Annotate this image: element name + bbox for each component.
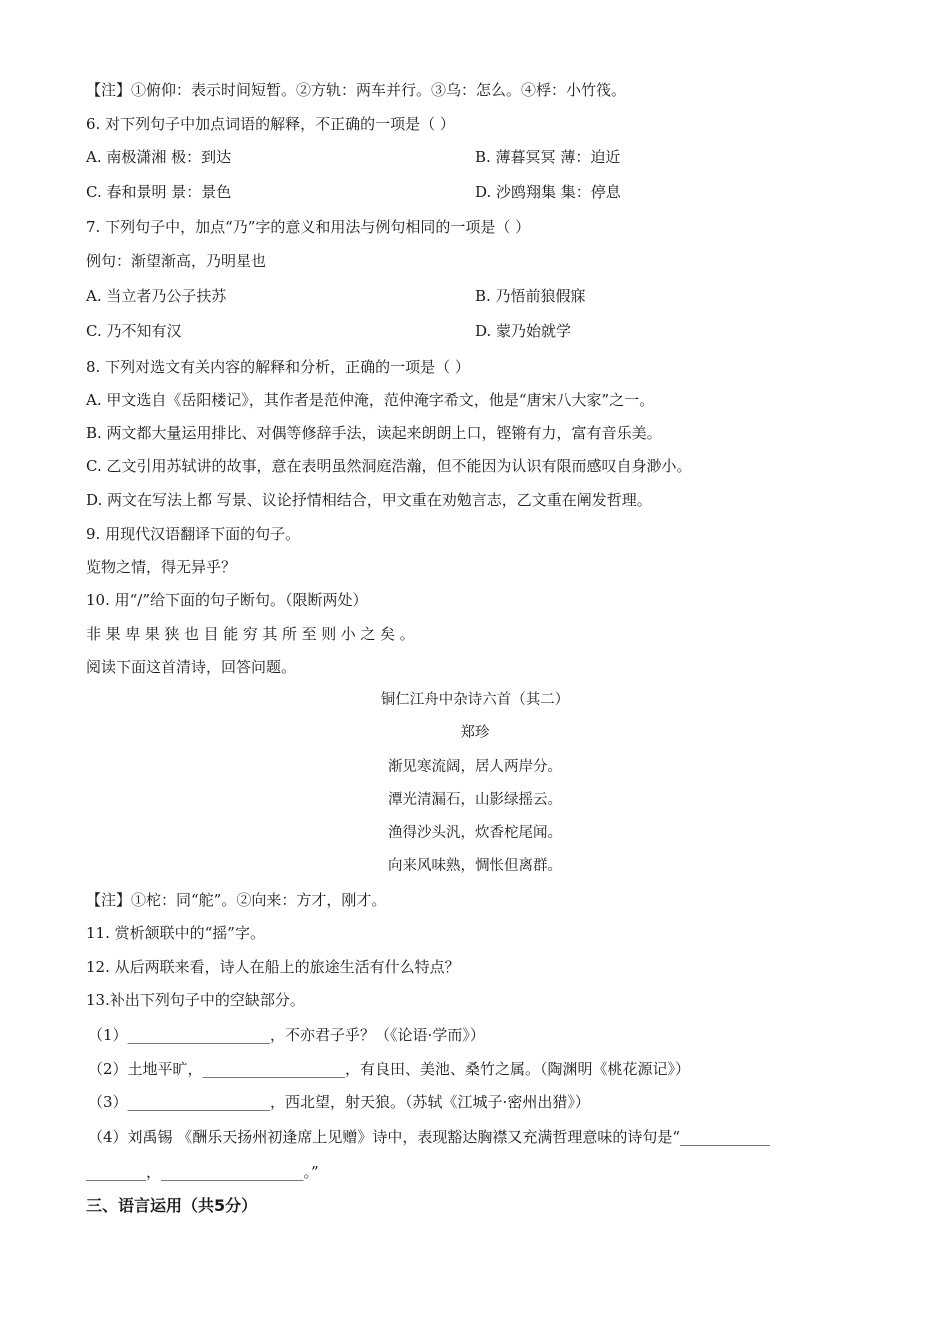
question-7-stem: 7. 下列句子中，加点“乃”字的意义和用法与例句相同的一项是（ ） — [86, 218, 531, 236]
question-6-option-c: C. 春和景明 景：景色 — [86, 183, 232, 201]
question-8-option-d: D. 两文在写法上都 写景、议论抒情相结合，甲文重在劝勉言志，乙文重在阐发哲理。 — [86, 491, 652, 509]
question-8-option-c: C. 乙文引用苏轼讲的故事，意在表明虽然洞庭浩瀚，但不能因为认识有限而感叹自身渺小。 — [86, 457, 692, 475]
question-7-example: 例句：渐望渐高，乃明星也 — [86, 252, 267, 270]
poem-line-3: 渔得沙头汎，炊香柁尾闻。 — [388, 825, 562, 841]
question-13-item-1: （1）___________________，不亦君子乎？（《论语·学而》） — [88, 1026, 485, 1044]
poem-line-2: 潭光清漏石，山影绿摇云。 — [388, 792, 562, 808]
question-6-option-b: B. 薄暮冥冥 薄：迫近 — [475, 148, 621, 166]
question-8-option-b: B. 两文都大量运用排比、对偶等修辞手法，读起来朗朗上口，铿锵有力，富有音乐美。 — [86, 424, 662, 442]
question-7-option-c: C. 乃不知有汉 — [86, 322, 182, 340]
section-3-heading: 三、语言运用（共5分） — [86, 1196, 258, 1215]
question-12-stem: 12. 从后两联来看，诗人在船上的旅途生活有什么特点？ — [86, 958, 460, 976]
question-13-item-4-line-2: ________，___________________。” — [86, 1163, 319, 1181]
question-7-option-b: B. 乃悟前狼假寐 — [475, 287, 586, 305]
poem-author: 郑珍 — [460, 725, 490, 741]
poem-intro: 阅读下面这首清诗，回答问题。 — [86, 658, 297, 676]
question-13-stem: 13.补出下列句子中的空缺部分。 — [86, 991, 305, 1009]
question-7-option-d: D. 蒙乃始就学 — [475, 322, 572, 340]
question-13-item-2: （2）土地平旷，___________________，有良田、美池、桑竹之属。（陶渊明《桃花源记》） — [88, 1060, 691, 1078]
question-9-sentence: 览物之情，得无异乎？ — [86, 558, 237, 576]
question-8-stem: 8. 下列对选文有关内容的解释和分析，正确的一项是（ ） — [86, 358, 470, 376]
annotation-note-2: 【注】①柁：同“舵”。②向来：方才，刚才。 — [86, 891, 387, 909]
question-6-option-d: D. 沙鸥翔集 集：停息 — [475, 183, 621, 201]
question-10-sentence: 非果卑果狭也目能穷其所至则小之矣。 — [86, 625, 420, 643]
poem-title: 铜仁江舟中杂诗六首（其二） — [380, 692, 570, 708]
question-13-item-4-line-1: （4）刘禹锡 《酬乐天扬州初逢席上见赠》诗中，表现豁达胸襟又充满哲理意味的诗句是“____________ — [88, 1128, 770, 1146]
question-10-stem: 10. 用“/”给下面的句子断句。（限断两处） — [86, 591, 368, 609]
annotation-note-1: 【注】①俯仰：表示时间短暂。②方轨：两车并行。③乌：怎么。④桴：小竹筏。 — [86, 81, 627, 99]
question-6-stem: 6. 对下列句子中加点词语的解释，不正确的一项是（ ） — [86, 115, 455, 133]
question-7-option-a: A. 当立者乃公子扶苏 — [86, 287, 227, 305]
question-6-option-a: A. 南极潇湘 极：到达 — [86, 148, 232, 166]
question-8-option-a: A. 甲文选自《岳阳楼记》，其作者是范仲淹，范仲淹字希文，他是“唐宋八大家”之一。 — [86, 391, 655, 409]
poem-line-4: 向来风味熟，惆怅但离群。 — [388, 858, 562, 874]
question-9-stem: 9. 用现代汉语翻译下面的句子。 — [86, 525, 301, 543]
question-13-item-3: （3）___________________，西北望，射天狼。（苏轼《江城子·密州出猎》） — [88, 1093, 590, 1111]
question-11-stem: 11. 赏析颔联中的“摇”字。 — [86, 924, 265, 942]
poem-line-1: 渐见寒流阔，居人两岸分。 — [388, 759, 562, 775]
